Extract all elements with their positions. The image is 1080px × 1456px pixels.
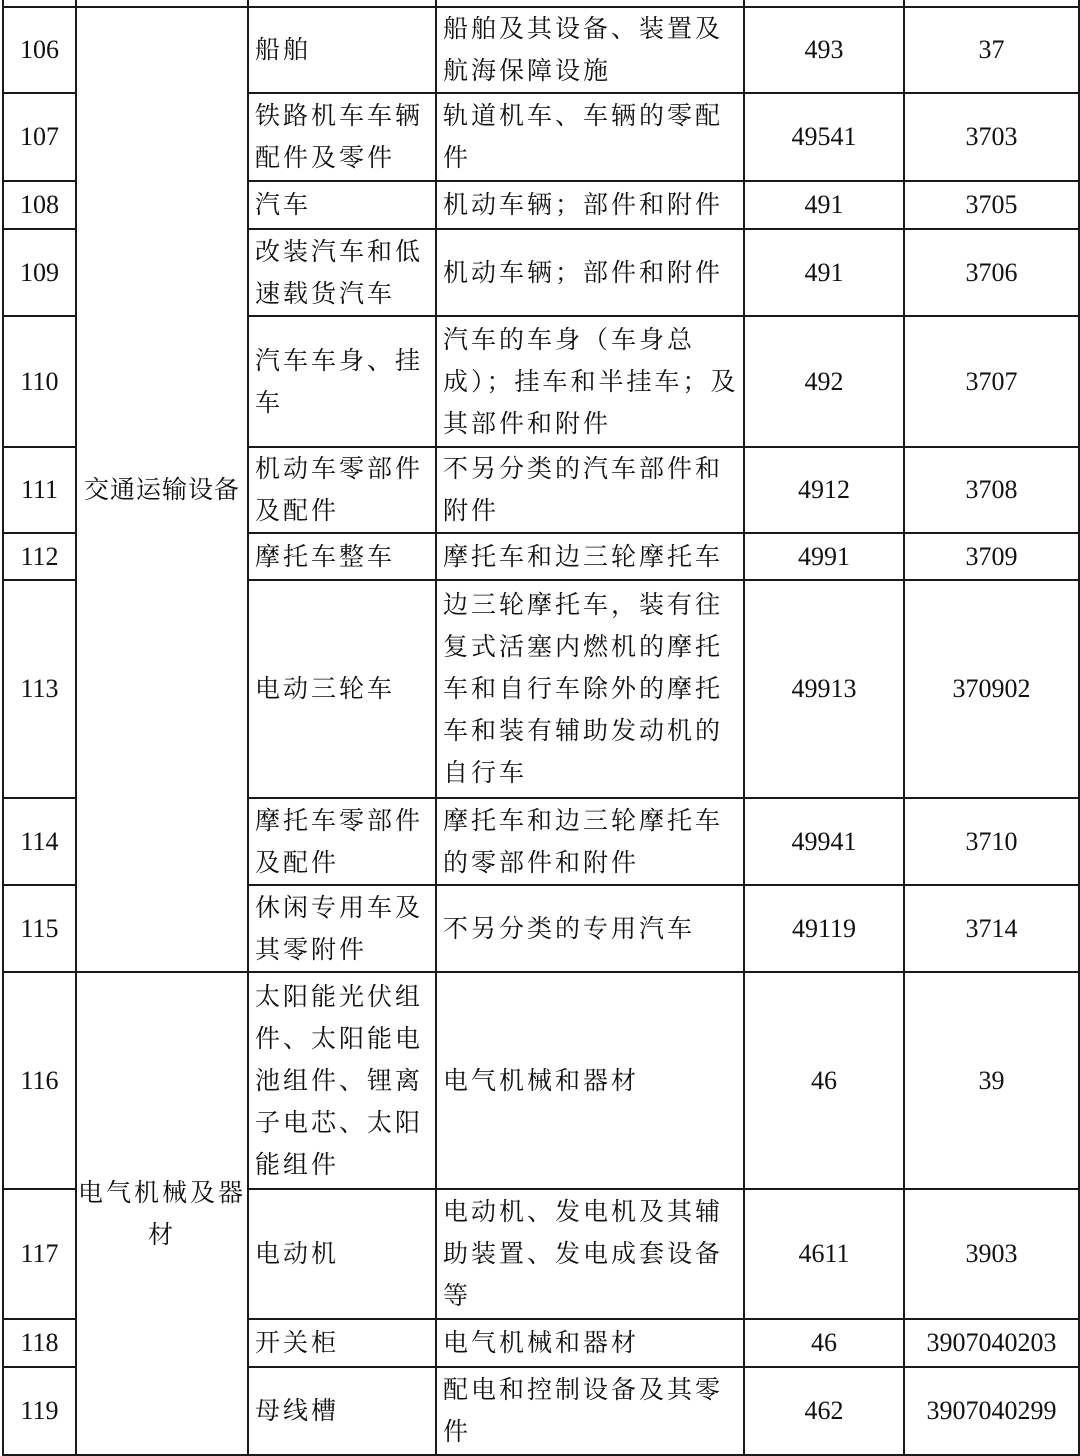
code-primary: 4912: [744, 447, 904, 533]
code-primary: 46: [744, 972, 904, 1189]
row-number: 113: [3, 580, 76, 798]
code-secondary: 3907040203: [904, 1319, 1079, 1367]
code-secondary: 37: [904, 7, 1079, 93]
product-description: 电动机、发电机及其辅助装置、发电成套设备等: [436, 1189, 744, 1319]
code-primary: 492: [744, 316, 904, 447]
row-number: 117: [3, 1189, 76, 1319]
product-description: 电气机械和器材: [436, 972, 744, 1189]
row-number: 109: [3, 229, 76, 316]
code-secondary: 3703: [904, 93, 1079, 181]
row-number: 111: [3, 447, 76, 533]
product-name: 机动车零部件及配件: [248, 447, 436, 533]
product-description: 机动车辆；部件和附件: [436, 181, 744, 229]
product-description: 轨道机车、车辆的零配件: [436, 93, 744, 181]
code-secondary: 3709: [904, 533, 1079, 580]
table-row-cut: [3, 0, 1079, 7]
table-row: [3, 972, 1079, 1189]
product-description: 电气机械和器材: [436, 1319, 744, 1367]
code-primary: 491: [744, 181, 904, 229]
code-primary: 49541: [744, 93, 904, 181]
product-description: 摩托车和边三轮摩托车的零部件和附件: [436, 798, 744, 885]
code-secondary: 3907040299: [904, 1367, 1079, 1455]
product-name: 铁路机车车辆配件及零件: [248, 93, 436, 181]
product-description: 摩托车和边三轮摩托车: [436, 533, 744, 580]
product-name: 电动机: [248, 1189, 436, 1319]
row-number: 107: [3, 93, 76, 181]
row-number: 108: [3, 181, 76, 229]
category-cell: 电气机械及器材: [76, 972, 248, 1455]
code-primary: 49119: [744, 885, 904, 972]
product-name: 汽车车身、挂车: [248, 316, 436, 447]
product-name: 开关柜: [248, 1319, 436, 1367]
code-secondary: 3705: [904, 181, 1079, 229]
product-description: 不另分类的汽车部件和附件: [436, 447, 744, 533]
product-name: 改装汽车和低速载货汽车: [248, 229, 436, 316]
code-secondary: 3903: [904, 1189, 1079, 1319]
row-number: 106: [3, 7, 76, 93]
product-name: 休闲专用车及其零附件: [248, 885, 436, 972]
row-number: 115: [3, 885, 76, 972]
product-description: 汽车的车身（车身总成）；挂车和半挂车；及其部件和附件: [436, 316, 744, 447]
code-primary: 49913: [744, 580, 904, 798]
code-secondary: 3708: [904, 447, 1079, 533]
product-description: 船舶及其设备、装置及航海保障设施: [436, 7, 744, 93]
product-name: 电动三轮车: [248, 580, 436, 798]
row-number: 112: [3, 533, 76, 580]
product-name: 汽车: [248, 181, 436, 229]
product-description: 机动车辆；部件和附件: [436, 229, 744, 316]
product-name: 船舶: [248, 7, 436, 93]
code-primary: 491: [744, 229, 904, 316]
category-cell: 交通运输设备: [76, 7, 248, 972]
code-secondary: 39: [904, 972, 1079, 1189]
code-secondary: 3714: [904, 885, 1079, 972]
code-secondary: 3710: [904, 798, 1079, 885]
code-primary: 4611: [744, 1189, 904, 1319]
code-secondary: 370902: [904, 580, 1079, 798]
product-name: 母线槽: [248, 1367, 436, 1455]
row-number: 110: [3, 316, 76, 447]
product-description: 边三轮摩托车，装有往复式活塞内燃机的摩托车和自行车除外的摩托车和装有辅助发动机的自行车: [436, 580, 744, 798]
code-secondary: 3707: [904, 316, 1079, 447]
row-number: 119: [3, 1367, 76, 1455]
code-primary: 49941: [744, 798, 904, 885]
code-primary: 46: [744, 1319, 904, 1367]
product-description: 不另分类的专用汽车: [436, 885, 744, 972]
product-description: 配电和控制设备及其零件: [436, 1367, 744, 1455]
code-primary: 4991: [744, 533, 904, 580]
row-number: 116: [3, 972, 76, 1189]
code-primary: 462: [744, 1367, 904, 1455]
product-code-table: [2, 0, 1080, 1456]
product-name: 摩托车整车: [248, 533, 436, 580]
code-secondary: 3706: [904, 229, 1079, 316]
code-primary: 493: [744, 7, 904, 93]
product-name: 太阳能光伏组件、太阳能电池组件、锂离子电芯、太阳能组件: [248, 972, 436, 1189]
table-row: [3, 7, 1079, 93]
row-number: 114: [3, 798, 76, 885]
product-name: 摩托车零部件及配件: [248, 798, 436, 885]
row-number: 118: [3, 1319, 76, 1367]
